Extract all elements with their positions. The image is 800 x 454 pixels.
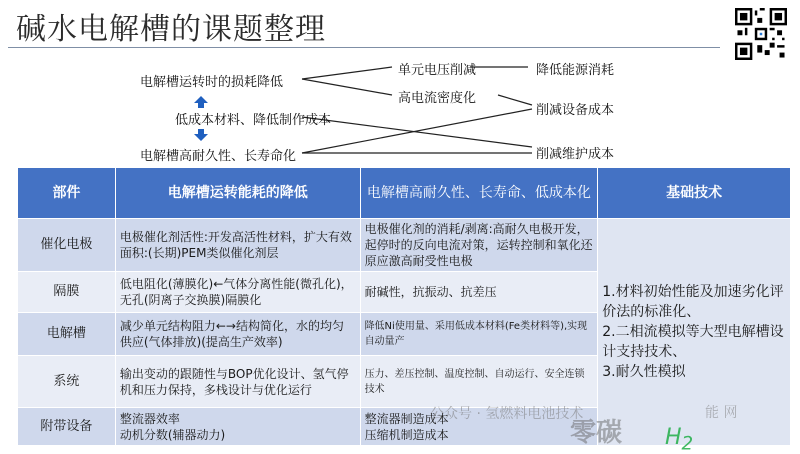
qr-code-icon xyxy=(735,8,787,60)
cell-part: 电解槽 xyxy=(18,313,116,356)
cell-basis xyxy=(598,219,791,446)
label-loss-reduction: 电解槽运转时的损耗降低 xyxy=(140,75,284,90)
cell-durability: 电极催化剂的消耗/剥离:高耐久电极开发，起停时的反向电流对策，运转控制和氧化还原应激高耐受性电极 xyxy=(360,219,598,272)
cell-energy: 电极催化剂活性:开发高活性材料，扩大有效面积:(长期)PEM类似催化剂层 xyxy=(115,219,360,272)
page-title: 碱水电解槽的课题整理 xyxy=(16,12,326,47)
label-energy-saving: 降低能源消耗 xyxy=(536,63,615,78)
cell-energy: 低电阻化(薄膜化)←气体分离性能(微孔化)，无孔(阴离子交换膜)隔膜化 xyxy=(115,272,360,313)
header-energy: 电解槽运转能耗的降低 xyxy=(115,168,360,219)
up-arrow-icon xyxy=(194,96,208,108)
basis-item: 1.材料初始性能及加速劣化评价法的标准化、 xyxy=(602,284,784,320)
cell-energy: 减少单元结构阻力←→结构简化，水的均匀供应(气体排放)(提高生产效率) xyxy=(115,313,360,356)
label-equipment-cost: 削减设备成本 xyxy=(536,103,615,118)
label-current-density: 高电流密度化 xyxy=(398,91,477,106)
down-arrow-icon xyxy=(194,129,208,141)
watermark-account: 公众号 · 氢燃料电池技术 xyxy=(430,406,584,422)
table-row xyxy=(18,219,791,272)
cell-energy: 整流器效率 动机分数(辅器动力) xyxy=(115,408,360,446)
cell-part: 催化电极 xyxy=(18,219,116,272)
issue-flow-diagram xyxy=(0,55,800,165)
basis-item: 2.二相流模拟等大型电解槽设计支持技术、 xyxy=(602,324,784,360)
watermark-h: H xyxy=(665,425,682,450)
cell-durability: 耐碱性，抗振动、抗差压 xyxy=(360,272,598,313)
header-part: 部件 xyxy=(18,168,116,219)
label-low-cost-materials: 低成本材料、降低制作成本 xyxy=(175,113,332,128)
watermark-brand: 零碳 xyxy=(570,418,623,448)
basis-item: 3.耐久性模拟 xyxy=(602,364,686,380)
label-maintenance-cost: 削减维护成本 xyxy=(536,147,615,162)
header-durability: 电解槽高耐久性、长寿命、低成本化 xyxy=(360,168,598,219)
cell-part: 系统 xyxy=(18,356,116,408)
title-divider xyxy=(8,47,720,48)
watermark-sub: 2 xyxy=(681,433,694,454)
cell-part: 隔膜 xyxy=(18,272,116,313)
issues-table xyxy=(17,167,791,446)
cell-durability: 降低Ni使用量、采用低成本材料(Fe类材料等),实现自动量产 xyxy=(360,313,598,356)
label-durability: 电解槽高耐久性、长寿命化 xyxy=(140,149,297,164)
header-basis: 基础技术 xyxy=(598,168,791,219)
label-voltage-reduction: 单元电压削减 xyxy=(398,63,477,78)
table-header-row xyxy=(18,168,791,219)
cell-energy: 输出变动的跟随性与BOP优化设计、氢气停机和压力保持，多栈设计与优化运行 xyxy=(115,356,360,408)
cell-durability: 整流器制造成本 压缩机制造成本 xyxy=(360,408,598,446)
cell-durability: 压力、差压控制、温度控制、自动运行、安全连锁技术 xyxy=(360,356,598,408)
watermark-site: 能 网 xyxy=(705,405,738,421)
cell-part: 附带设备 xyxy=(18,408,116,446)
